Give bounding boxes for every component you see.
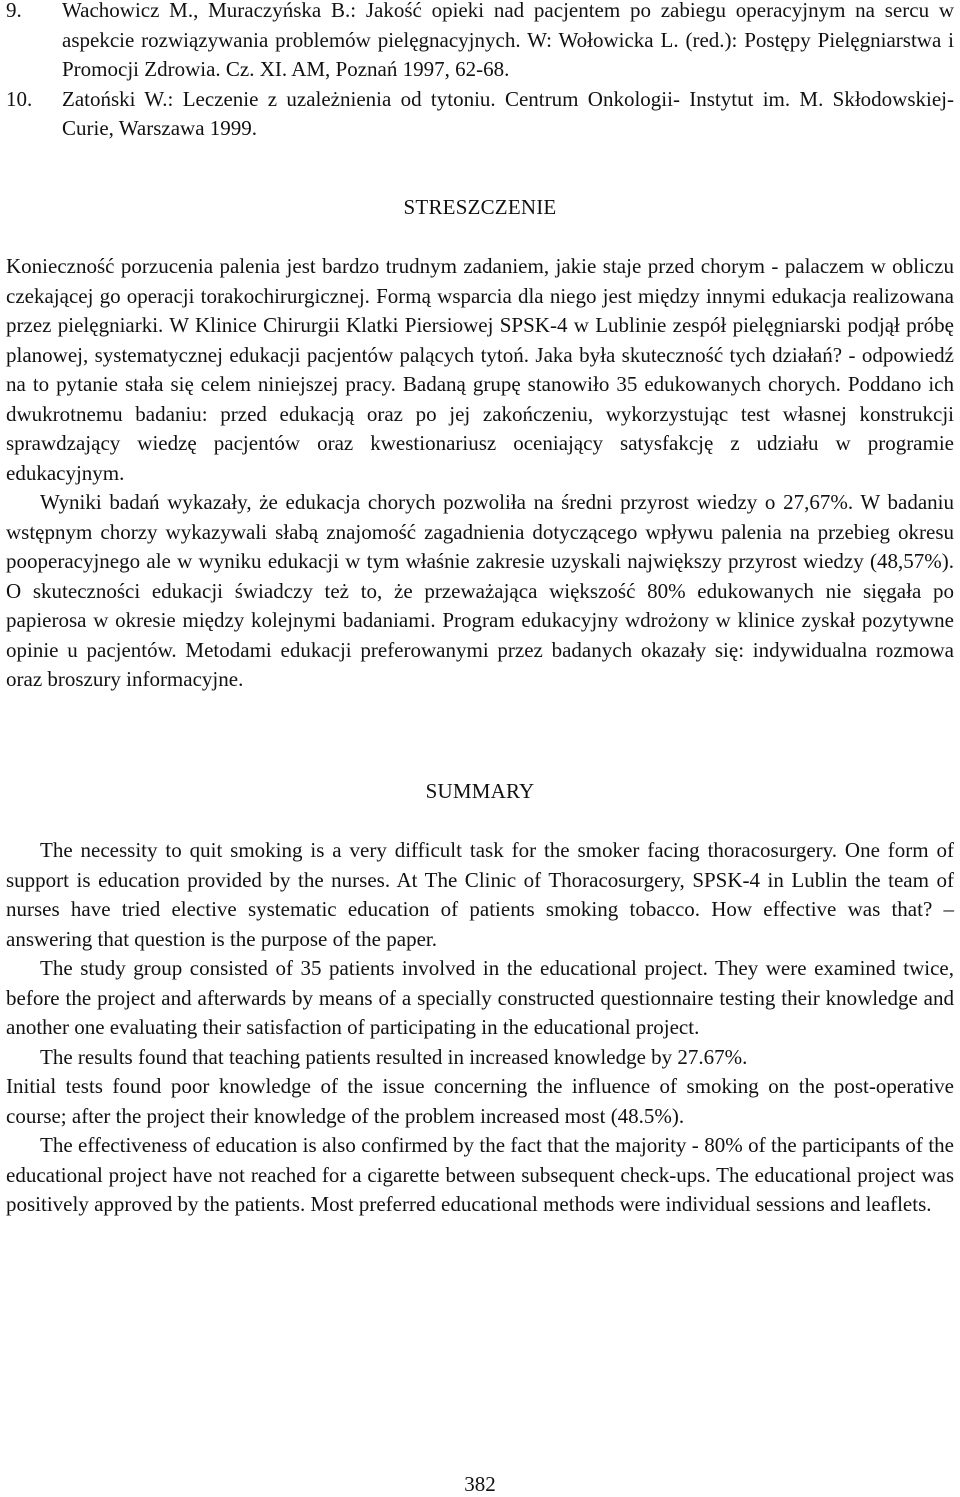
streszczenie-section	[6, 252, 954, 695]
reference-text: Zatoński W.: Leczenie z uzależnienia od tytoniu. Centrum Onkologii- Instytut im. M. Skłodowskiej-Curie, Warszawa 1999.	[62, 86, 954, 140]
summary-paragraph: The results found that teaching patients resulted in increased knowledge by 27.67%.	[40, 1044, 748, 1069]
reference-item	[6, 85, 954, 144]
summary-heading: SUMMARY	[425, 778, 535, 803]
streszczenie-heading: STRESZCZENIE	[403, 194, 557, 219]
reference-list	[6, 0, 954, 144]
page-number: 382	[464, 1472, 496, 1496]
reference-text: Wachowicz M., Muraczyńska B.: Jakość opieki nad pacjentem po zabiegu operacyjnym na sercu w aspekcie rozwiązywania problemów pielęgnacyjnych. W: Wołowicka L. (red.): Postępy Pielęgniarstwa i Promocji Zdrowia. Cz. XI. AM, Poznań 1997, 62-68.	[62, 0, 954, 81]
summary-paragraph: The effectiveness of education is also confirmed by the fact that the majority - 80% of the participants of the educational project have not reached for a cigarette between subsequent check-ups. The educational project was positively approved by the patients. Most preferred educational methods were individual sessions and leaflets.	[6, 1133, 954, 1216]
reference-item	[6, 0, 954, 85]
reference-number: 9.	[6, 0, 22, 22]
document-page	[6, 0, 954, 1220]
summary-paragraph: The necessity to quit smoking is a very difficult task for the smoker facing thoracosurgery. One form of support is education provided by the nurses. At The Clinic of Thoracosurgery, SPSK-4 in Lublin the team of nurses have tried elective systematic education of patients smoking tobacco. How effective was that? – answering that question is the purpose of the paper.	[6, 838, 954, 951]
summary-paragraph: Initial tests found poor knowledge of the issue concerning the influence of smoking on the post-operative course; after the project their knowledge of the problem increased most (48.5%).	[6, 1074, 954, 1128]
reference-number: 10.	[6, 86, 33, 111]
summary-section	[6, 836, 954, 1220]
streszczenie-paragraph: Konieczność porzucenia palenia jest bardzo trudnym zadaniem, jakie staje przed chorym - palaczem w obliczu czekającej go operacji torakochirurgicznej. Formą wsparcia dla niego jest między innymi edukacja realizowana przez pielęgniarki. W Klinice Chirurgii Klatki Piersiowej SPSK-4 w Lublinie zespół pielęgniarski podjął próbę planowej, systematycznej edukacji pacjentów palących tytoń. Jaka była skuteczność tych działań? - odpowiedź na to pytanie stała się celem niniejszej pracy. Badaną grupę stanowiło 35 edukowanych chorych. Poddano ich dwukrotnemu badaniu: przed edukacją oraz po jej zakończeniu, wykorzystując test własnej konstrukcji sprawdzający wiedzę pacjentów oraz kwestionariusz oceniający satysfakcję z udziału w programie edukacyjnym.	[6, 254, 954, 485]
summary-paragraph: The study group consisted of 35 patients involved in the educational project. They were examined twice, before the project and afterwards by means of a specially constructed questionnaire testing their knowledge and another one evaluating their satisfaction of participating in the educational project.	[6, 956, 954, 1039]
streszczenie-paragraph: Wyniki badań wykazały, że edukacja chorych pozwoliła na średni przyrost wiedzy o 27,67%. W badaniu wstępnym chorzy wykazywali słabą znajomość zagadnienia dotyczącego wpływu palenia na przebieg okresu pooperacyjnego ale w wyniku edukacji w tym właśnie zakresie uzyskali największy przyrost wiedzy (48,57%). O skuteczności edukacji świadczy też to, że przeważająca większość 80% edukowanych nie sięgała po papierosa w okresie między kolejnymi badaniami. Program edukacyjny wdrożony w klinice zyskał pozytywne opinie u pacjentów. Metodami edukacji preferowanymi przez badanych okazały się: indywidualna rozmowa oraz broszury informacyjne.	[6, 490, 954, 691]
